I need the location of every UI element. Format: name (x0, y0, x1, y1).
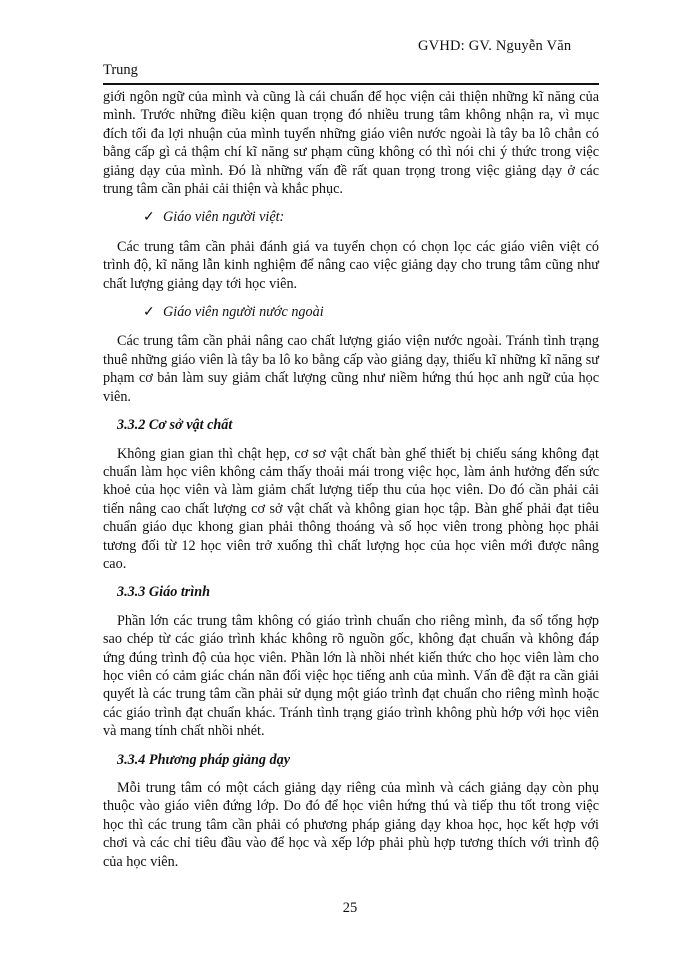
header-supervisor-continued: Trung (103, 62, 138, 78)
paragraph-continued: giới ngôn ngữ của mình và cũng là cái chuẩn để học viện cải thiện những kĩ năng của mình. Trước những điều kiện quan trọng đó nhiều trung tâm không nhận ra, vì mục đích tối đa lợi nhuận của mình tuyển những giáo viên nước ngoài là tây ba lô chẳn có bằng cấp gì cả thậm chí kĩ năng sư phạm cũng không có thì nói chi ý thức trong việc giảng dạy của mình. Đó là những vấn đề rất quan trọng trong việc giảng dạy ở các trung tâm cần phải cải thiện và khắc phục. (103, 89, 599, 198)
bullet-vietnamese-teachers (103, 208, 599, 227)
bullet-label: Giáo viên người nước ngoài (163, 304, 324, 321)
paragraph-facilities: Không gian gian thì chật hẹp, cơ sơ vật chất bàn ghế thiết bị chiếu sáng không đạt chuẩn làm học viên không cảm thấy thoải mái trong việc học, làm ảnh hưởng đến sức khoẻ của học viên và làm giảm chất lượng tiếp thu của học viên. Do đó cần phải cải tiến nâng cao chất lượng cơ sở vật chất và không gian học tập. Bàn ghế phải đạt tiêu chuẩn giáo dục khong gian phải thông thoáng và số học viên trong phòng học phải tương đối từ 12 học viên trở xuống thì chất lượng học của học viên mới được nâng cao. (103, 445, 599, 572)
bullet-label: Giáo viên người việt: (163, 209, 285, 226)
section-heading-textbooks: 3.3.3 Giáo trình (117, 584, 211, 601)
bullet-foreign-teachers (103, 303, 599, 322)
page-body (103, 88, 599, 881)
paragraph-foreign-teachers: Các trung tâm cần phải nâng cao chất lượng giáo viện nước ngoài. Tránh tình trạng thuê những giáo viên là tây ba lô ko bằng cấp vào giảng dạy, thiếu kĩ những kĩ năng sư phạm cơ bản làm suy giảm chất lượng cũng như niềm hứng thú học anh ngữ của học viên. (103, 333, 599, 405)
header-divider (103, 83, 599, 85)
paragraph-teaching-methods: Mỗi trung tâm có một cách giảng dạy riêng của mình và cách giảng dạy còn phụ thuộc vào giáo viên đứng lớp. Do đó để học viên hứng thú và tiếp thu tốt trong việc học thì các trung tâm cần phải có phương pháp giảng dạy khoa học, học kết hợp với chơi và các chỉ tiêu đầu vào để học và xếp lớp phải phù hợp tương thích với trình độ của học viên. (103, 780, 599, 870)
section-heading-teaching-methods: 3.3.4 Phương pháp giảng dạy (117, 751, 290, 768)
paragraph-vietnamese-teachers: Các trung tâm cần phải đánh giá va tuyển chọn có chọn lọc các giáo viên việt có trình độ, kĩ năng lẫn kinh nghiệm để nâng cao việc giảng dạy cho trung tâm cũng như chất lượng giảng dạy tới học viên. (103, 238, 599, 292)
paragraph-textbooks: Phần lớn các trung tâm không có giáo trình chuẩn cho riêng mình, đa số tổng hợp sao chép từ các giáo trình khác không rõ nguồn gốc, không đạt chuẩn và không đáp ứng đúng trình độ của học viên. Phần lớn là nhồi nhét kiến thức cho học viên làm cho học viên có cảm giác chán nãn đối việc học tiếng anh của mình. Vấn đề đặt ra cần giải quyết là các trung tâm cần phải sử dụng một giáo trình đạt chuẩn cho riêng mình hoặc các giáo trình đạt chuẩn khác. Tránh tình trạng giáo trình không phù hớp với học viên và mang tính chất nhồi nhét. (103, 612, 599, 740)
check-mark-icon: ✓ (143, 305, 155, 321)
header-supervisor: GVHD: GV. Nguyễn Văn (418, 38, 572, 54)
section-heading-facilities: 3.3.2 Cơ sở vật chất (117, 417, 233, 434)
check-mark-icon: ✓ (143, 210, 155, 226)
page-number: 25 (342, 900, 358, 916)
